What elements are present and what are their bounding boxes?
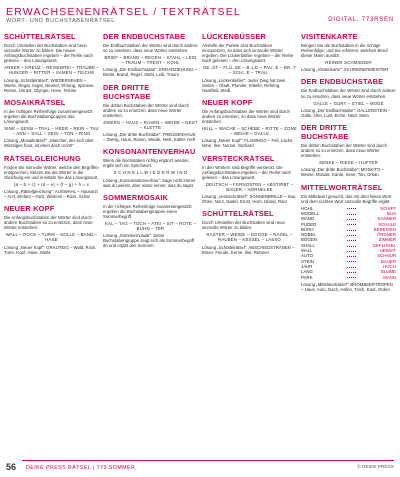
column-4 (301, 32, 396, 457)
section-title: VISITENKARTE (301, 32, 358, 41)
left-word: LANG (301, 269, 313, 275)
column-3 (202, 32, 297, 457)
blank-line (347, 227, 356, 231)
section-schuettelraetsel (4, 32, 99, 93)
section-text: Wenn die Buchstaben richtig ergänzt werden, ergibt sich ein Sprichwort. (103, 158, 190, 169)
column-2 (103, 32, 198, 457)
section-title: NEUER KOPF (4, 204, 55, 214)
puzzle-words: ANKER – KREUZ – REISEBREI – TRAUBE – HUNGER – RITTER – SAMEN – TEICHE (4, 65, 99, 76)
section-text: Bringen Sie die Buchstaben in die richtige Reihenfolge, und Sie erfahren, welchen Beruf dieser Mann ausübt. (301, 43, 388, 59)
right-word: SCHULE (378, 221, 396, 227)
section-title: NEUER KOPF (202, 97, 253, 107)
right-word: SCHIFF (380, 205, 396, 211)
section-lueckenbuesser (202, 32, 297, 93)
content-columns (4, 32, 396, 457)
section-text: Finden Sie sinnvolle Wörter, welche den Begriffen entsprechen. Setzen Sie die Wörter in die Gleichung ein und ermitteln Sie das Lösungswort. (4, 164, 99, 180)
blank-line (347, 264, 356, 268)
section-title: VERSTECKRÄTSEL (202, 153, 275, 163)
card-name: REINER SCHMIEDER (325, 60, 372, 66)
right-word: GEFLÜGEL (372, 242, 396, 248)
section-mittelwortraetsel (301, 183, 396, 293)
solution-text: Lösung „Schüttelrätsel“: ABSCHIEDSTRÄNEN – Eimer, Feinde, Kerne, Ilse, Rebmer (202, 244, 295, 255)
section-title: SCHÜTTELRÄTSEL (4, 32, 76, 41)
section-text: Ein Mittelwort gesucht, das mit dem linken Wort und dem rechten Wort sinnvolle Begriffe ergibt. (301, 193, 392, 204)
blank-line (347, 211, 356, 215)
page-header (0, 0, 400, 30)
section-mosaikraetsel (4, 98, 99, 149)
page-title: ERWACHSENENRÄTSEL / TEXTRÄTSEL (6, 6, 241, 18)
section-der-dritte-buchstabe (103, 83, 198, 143)
left-word: MODELL (301, 210, 320, 216)
section-schuettelraetsel-2 (202, 209, 297, 255)
solution-text: Lösung „Versteckrätsel“: SONNENBRILLE – Sau, Ohne, Nerz, Nadel, Ernst, Horn, Island, Rind (202, 193, 297, 205)
puzzle-letters: S C H N E L L W I E D E R W I N D (113, 170, 188, 176)
section-der-dritte-buchstabe-2 (301, 123, 396, 178)
right-word: HOCH (383, 263, 396, 269)
solution-text: Lösung „Konsonantenverhau“: Sage nicht immer was du weisst, aber wisse immer, was du sagst. (103, 177, 196, 188)
solution-text: Lösung „Lückenbüßer“: Jeder Dieg hat zwei Seiten – Ofadt, Plunder, Kittelle, Rehring, Haarfteil, Steiß (202, 77, 286, 93)
footer-copyright: © DEIKE PRESS (357, 465, 394, 470)
equation: (a – b + c) + (d – e) + (f – g) + h = x (13, 181, 90, 187)
right-word: BUS (386, 210, 396, 216)
right-word: HEIMAT (379, 248, 396, 254)
solution-text: Lösung „Visitenkarte“: SCHREINERMEISTER (301, 67, 389, 73)
section-raetselgleichung (4, 154, 99, 200)
section-sommermosaik (103, 193, 198, 249)
section-title: SOMMERMOSAIK (103, 192, 169, 202)
puzzle-words: KAL – TAG – TOCH – ATEI – SIT – ROTE – BÜHN – TER (104, 220, 197, 232)
page-footer (0, 459, 400, 477)
section-text: In der richtigen Reihenfolge zusammengesetzt ergeben die Buchstabengruppen das Lösungswort. (4, 108, 93, 125)
left-word: MALL (301, 248, 313, 254)
solution-text: Lösung „Der dritte Buchstabe“: MOSKITO – Messe, Mosaik, Kante, Irene, Ton, Orkan (301, 167, 385, 178)
blank-line (347, 259, 356, 263)
solution-text: Lösung „Der Endbuchstabe“: GALLENSTEIN – Galle, Alter, Lust, Eiche, Neid, Stein (301, 107, 391, 118)
blank-line (347, 232, 356, 236)
puzzle-words: DEUTSCH – FERNOSTEN – ABSTIRBT – BAUER – HORNKLEE (205, 181, 294, 192)
solution-text: Lösung „Neuer Kopf“: GRAUTEIG – Wald, Rock, Turm, Kopf, Hase, Welle (4, 244, 97, 255)
section-title: DER ENDBUCHSTABE (301, 77, 384, 87)
page-subtitle: WORT- UND BUCHSTABENRÄTSEL (6, 18, 115, 24)
left-word: HOHL (301, 205, 314, 211)
section-text: Die dritten Buchstaben der Wörter sind durch andere so zu ersetzen, dass neue Wörter entstehen. (103, 102, 189, 118)
solution-text: Lösung „Mittelworträtsel“: BROMBEERTROPEN – Haus, Auto, Dach, Hafen, Tisch, Kant, Orden (301, 281, 393, 292)
left-word: JAHR (301, 263, 313, 269)
blank-line (347, 206, 356, 210)
puzzle-words: HULL – WACHE – SCHEBE – RITTE – ZONE – WEIHE – GALLE (202, 126, 297, 137)
section-title: SCHÜTTELRÄTSEL (202, 209, 274, 219)
left-word: BÖGEN (301, 237, 317, 243)
blank-line (347, 243, 356, 247)
puzzle-words: RASTER – WEIDE – DOGGE – NAGEL – RAUBEN – KESSEL – LASSO (206, 232, 293, 243)
section-title: MITTELWORTRÄTSEL (301, 182, 383, 192)
left-word: PARK (301, 274, 313, 280)
page-number: 56 (6, 462, 17, 472)
word-row (301, 275, 396, 280)
section-neuer-kopf-2 (202, 98, 297, 149)
puzzle-words: GALLE – GURT – STIEL – MODE (313, 100, 384, 106)
section-neuer-kopf (4, 204, 99, 255)
blank-line (347, 222, 356, 226)
section-title: KONSONANTENVERHAU (103, 147, 196, 157)
puzzle-words: WALL – ROCK – TURM – KOLLE – BAND – HASE (5, 232, 98, 243)
section-title: RÄTSELGLEICHUNG (4, 153, 81, 163)
section-text: In den Wörtern sind Begriffe versteckt. Die Anfangsbuchstaben ergeben – der Reihe nach gelesen – das Lösungswort. (202, 164, 291, 180)
section-visitenkarte (301, 32, 396, 72)
solution-text: Lösung „Der Endbuchstabe“: ERDANZIEHUNG – Breite, Brand, Regel, Stahl, Leib, Traum (103, 67, 198, 78)
right-word: ÖRDNER (376, 232, 396, 238)
blank-line (347, 269, 356, 273)
right-word: BAUER (380, 258, 396, 264)
footer-brand: DEIKE PRESS RÄTSEL | 773 SOMMER (26, 465, 136, 471)
left-word: PUDER (301, 221, 317, 227)
word-list (301, 206, 396, 280)
left-word: NOBEL (301, 232, 316, 238)
section-text: Die Endbuchstaben der Wörter sind durch andere so zu ersetzen, dass neue Wörter entstehen. (103, 43, 198, 54)
solution-text: Lösung „Schüttelrätsel“: WIEDERSEHEN – Wiese, Regal, Angst, Neuner, Ehrung, Sprosse, Reime, Unrast, Olympe, Hose, Terrine (4, 77, 95, 93)
section-title: MOSAIKRÄTSEL (4, 97, 66, 107)
section-konsonantenverhau (103, 147, 198, 187)
digital-code: DIGITAL: 773RSEN (328, 17, 394, 23)
right-word: SCHNUR (377, 253, 396, 259)
section-text: Die dritten Buchstaben der Wörter sind durch andere so zu ersetzen, dass neue Wörter entstehen. (301, 142, 387, 159)
puzzle-words: BRIEF – BRAND – REGEN – STAHL – LEID – TRAUM – TRENT – KOHL (104, 55, 197, 66)
solution-text: Lösung „Sommermosaik“: Diese Buchstabengruppe zeigt sich als Sommerbegriff an und ergibt den Sommer. (103, 233, 195, 249)
section-title: LÜCKENBÜSSER (202, 32, 266, 41)
solution-text: Lösung „Mosaikrätsel“: „Mancher, der sich über Wichtiges freut, ist eben doch recht!“ (4, 138, 94, 149)
left-word: AUTO (301, 253, 314, 259)
blank-line (347, 275, 356, 279)
blank-line (347, 248, 356, 252)
solution-text: Lösung „Neuer Kopf“: FLAMINGO – Fell, Lachs, Mine, Ilse, Nonne, Gerhard (202, 138, 294, 149)
left-word: STEIN (301, 258, 314, 264)
footer-rule (22, 460, 394, 461)
solution-text: Lösung „Rätselgleichung“: AUSWAHL – Hausarzt – Arzt, Elefant – Fant, Walross – Ross, Schal (4, 188, 98, 199)
section-text: Die Anfangsbuchstaben der Wörter sind durch andere Buchstaben so zu ersetzen, dass neue Wörter entstehen. (4, 215, 93, 231)
blank-line (347, 253, 356, 257)
blank-line (347, 237, 356, 241)
solution-text: Lösung „Der dritte Buchstabe“: FREUDENHAUS – Zwerg, Haus, Rasen, Weide, Nest, Kalter, Heft (103, 132, 196, 143)
right-word: MANN (383, 274, 396, 280)
right-word: BEREISEN (373, 226, 396, 232)
right-word: ZIMMER (378, 237, 396, 243)
left-word: SHALL (301, 242, 315, 248)
puzzle-words: DE..ST – FLÜ..SE – B..LD – PAU..E – BR..T – SCHI..E – TRAU.. (203, 65, 296, 76)
section-title: DER ENDBUCHSTABE (103, 32, 186, 41)
section-text: Anstelle der Punkte sind Buchstaben einzusetzen, so dass sich sinnvolle Wörter ergeben. Die Lückenbüßer ergeben – der Reihe nach gelesen – den Lösungswort. (202, 43, 294, 64)
column-1 (4, 32, 99, 457)
right-word: KANNER (377, 216, 396, 222)
blank-line (347, 216, 356, 220)
section-text: In der richtigen Reihenfolge zusammengesetzt ergeben die Buchstabengruppen einen Sommerbegriff. (103, 203, 192, 219)
left-word: WAND (301, 216, 315, 222)
right-word: BLUME (380, 269, 396, 275)
section-der-endbuchstabe (103, 32, 198, 78)
section-text: Die Endbuchstaben der Wörter sind durch andere so zu ersetzen, dass neue Wörter entstehen. (301, 88, 396, 99)
puzzle-words: SENKE – RIESE – HUFTER (319, 160, 378, 166)
section-text: Durch Umstellen der Buchstaben sind neue sinnvolle Wörter zu bilden. (202, 220, 285, 231)
section-der-endbuchstabe-2 (301, 77, 396, 117)
section-title: DER DRITTE BUCHSTABE (301, 122, 349, 141)
puzzle-words: SINE – SENN – TRAL – HEER – REIN – TAU – ANN – SALL – SEIN – TON – RING (4, 126, 99, 137)
left-word: BÜRO (301, 226, 314, 232)
puzzle-words: ZWERG – HAUS – RASEN – WEIDE – NEST – KLETTE (103, 119, 198, 130)
section-title: DER DRITTE BUCHSTABE (103, 82, 151, 101)
section-versteckraetsel (202, 154, 297, 205)
section-text: Durch Umstellen der Buchstaben sind neun sinnvolle Wörter zu bilden. Die neuen Anfangsbuchstaben ergeben – der Reihe nach gelesen – den Lösungswort. (4, 43, 93, 64)
section-text: Die Anfangsbuchstaben der Wörter sind durch andere zu ersetzen, so dass neue Wörter entstehen. (202, 108, 290, 125)
